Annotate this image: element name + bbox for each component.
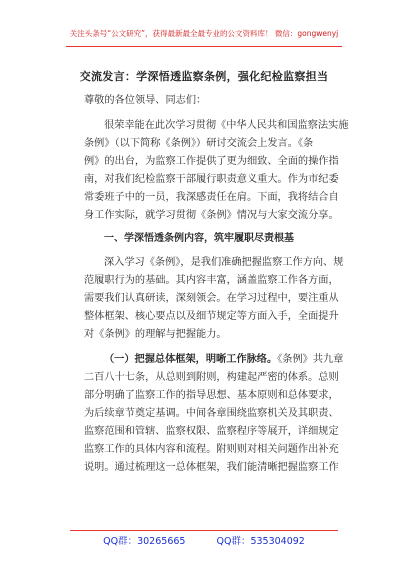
body-line: 说明。通过梳理这一总体框架，我们能清晰把握监察工作: [84, 462, 339, 473]
footer-qq-groups: [0, 533, 408, 547]
subsection-line: [104, 353, 343, 367]
body-line: 需要我们认真研读，深刻领会。在学习过程中，要注重从: [84, 293, 339, 304]
document-title: 交流发言：学深悟透监察条例，强化纪检监察担当: [79, 70, 329, 83]
body-line: 例》的出台，为监察工作提供了更为细致、全面的操作指: [84, 156, 339, 167]
body-line: 监察工作的具体内容和流程。附则则对相关问题作出补充: [84, 444, 339, 455]
body-line: 条例》（以下简称《条例》）研讨交流会上发言。《条: [84, 138, 314, 149]
body-line: 部分明确了监察工作的指导思想、基本原则和总体要求，: [84, 390, 339, 401]
body-line: 南，对我们纪检监察干部履行职责意义重大。作为市纪委: [84, 174, 339, 185]
body-line: 常委班子中的一员，我深感责任在肩。下面，我将结合自: [84, 192, 339, 203]
body-run: 《条例》共九章: [277, 354, 344, 365]
body-line: 对《条例》的理解与把握能力。: [84, 329, 227, 340]
footer-divider: [70, 530, 338, 531]
body-line: 整体框架、核心要点以及细节规定等方面入手，全面提升: [84, 311, 339, 322]
body-line: 二百八十七条，从总则到附则，构建起严密的体系。总则: [84, 372, 339, 383]
body-line: 很荣幸能在此次学习贯彻《中华人民共和国监察法实施: [104, 120, 349, 131]
header-banner: 关注头条号“公文研究”，获得最新最全最专业的公文资料库！ 微信：gongwenyj: [69, 29, 339, 38]
header-divider: [66, 46, 342, 47]
body-line: 身工作实际，就学习贯彻《条例》情况与大家交流分享。: [84, 210, 339, 221]
salutation: 尊敬的各位领导、同志们：: [84, 95, 207, 106]
qq-group-2: QQ群：535304092: [216, 536, 305, 547]
body-line: 监察范围和管辖、监察权限、监察程序等展开，详细规定: [84, 426, 339, 437]
subsection-heading: （一）把握总体框架，明晰工作脉络。: [104, 354, 278, 365]
qq-group-1: QQ群：30265665: [103, 536, 186, 547]
section-heading: 一、学深悟透条例内容，筑牢履职尽责根基: [104, 233, 294, 244]
body-line: 范履职行为的基础。其内容丰富，涵盖监察工作各方面，: [84, 275, 339, 286]
body-line: 深入学习《条例》，是我们准确把握监察工作方向、规: [104, 257, 344, 268]
body-line: 为后续章节奠定基调。中间各章围绕监察机关及其职责、: [84, 408, 339, 419]
